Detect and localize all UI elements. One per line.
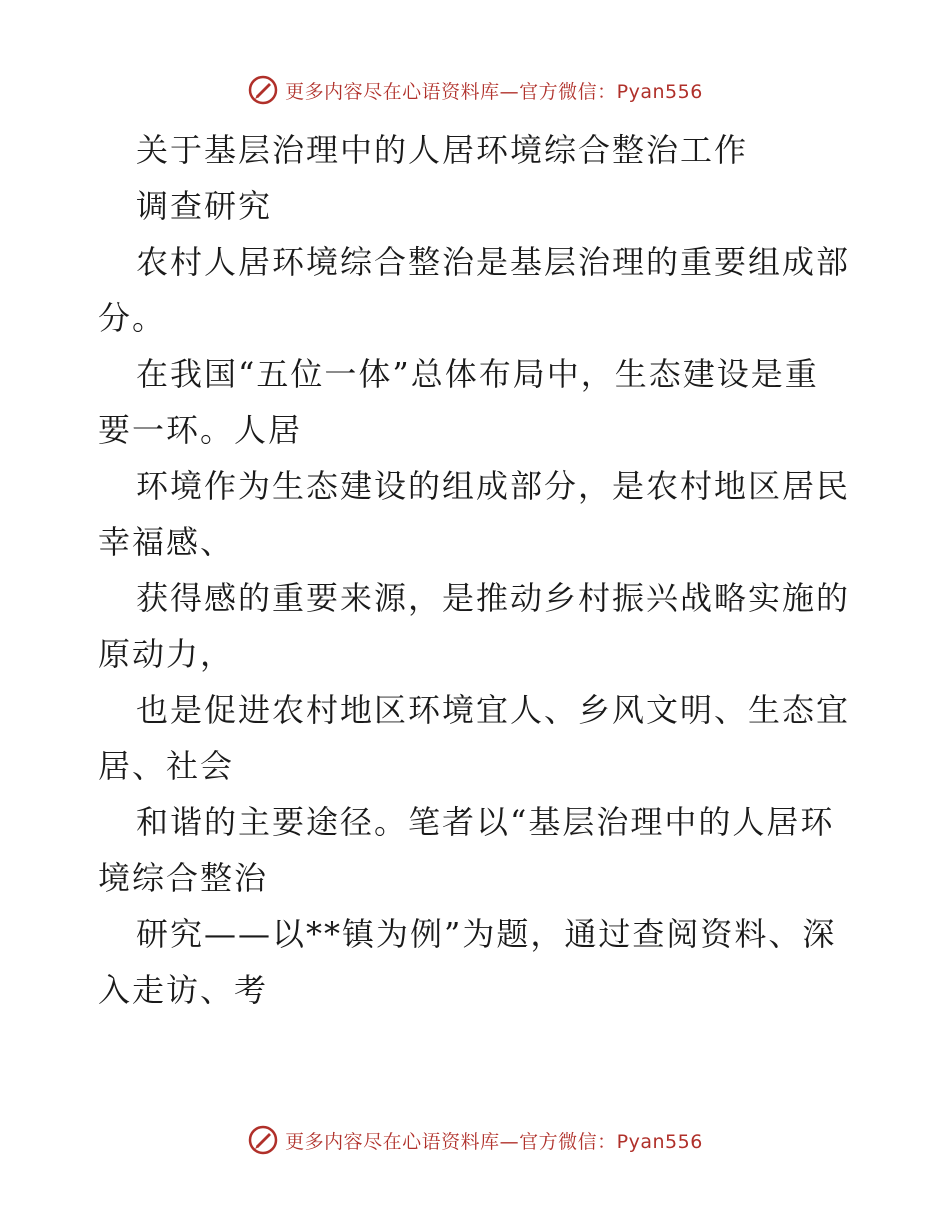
document-body xyxy=(98,122,858,1018)
document-title-line-2: 调查研究 xyxy=(136,187,273,225)
paragraph-line: 要一环。人居 xyxy=(98,411,303,449)
quill-pen-seal-icon xyxy=(247,1124,279,1156)
paragraph-line: 和谐的主要途径。笔者以“基层治理中的人居环 xyxy=(136,803,835,841)
paragraph-line: 环境作为生态建设的组成部分，是农村地区居民 xyxy=(136,467,851,505)
watermark-text: 更多内容尽在心语资料库—官方微信：Pyan556 xyxy=(285,80,703,103)
paragraph-line: 原动力， xyxy=(98,635,235,673)
paragraph-line: 居、社会 xyxy=(98,747,235,785)
paragraph-line: 在我国“五位一体”总体布局中，生态建设是重 xyxy=(136,355,819,393)
watermark-text: 更多内容尽在心语资料库—官方微信：Pyan556 xyxy=(285,1130,703,1153)
document-title-line-1: 关于基层治理中的人居环境综合整治工作 xyxy=(136,131,749,169)
paragraph-line: 入走访、考 xyxy=(98,971,269,1009)
paragraph-line: 农村人居环境综合整治是基层治理的重要组成部 xyxy=(136,243,851,281)
paragraph-line: 境综合整治 xyxy=(98,859,269,897)
paragraph-line: 获得感的重要来源，是推动乡村振兴战略实施的 xyxy=(136,579,851,617)
header-watermark-banner xyxy=(0,70,950,110)
paragraph-line: 研究——以**镇为例”为题，通过查阅资料、深 xyxy=(136,915,837,953)
paragraph-line: 也是促进农村地区环境宜人、乡风文明、生态宜 xyxy=(136,691,851,729)
quill-pen-seal-icon xyxy=(247,74,279,106)
paragraph-line: 幸福感、 xyxy=(98,523,235,561)
footer-watermark-banner xyxy=(0,1120,950,1160)
paragraph-line: 分。 xyxy=(98,299,167,337)
